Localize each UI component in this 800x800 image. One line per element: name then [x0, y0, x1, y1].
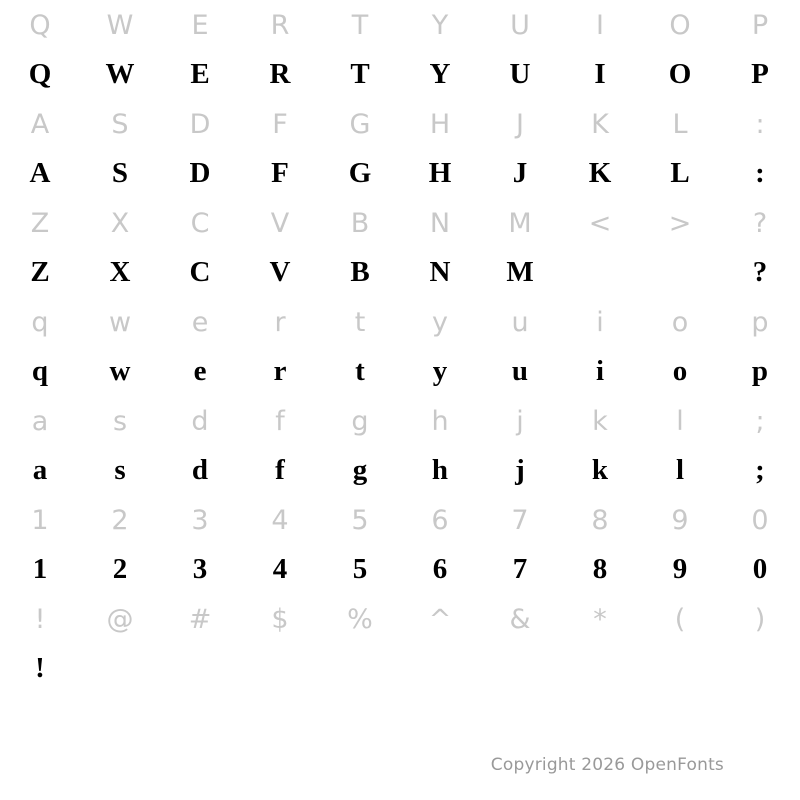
sample-glyph: q: [31, 355, 49, 387]
sample-glyph: M: [506, 256, 534, 288]
reference-row: [0, 594, 800, 644]
reference-glyph: p: [751, 307, 769, 338]
sample-glyph: e: [193, 355, 207, 387]
reference-glyph: Z: [30, 208, 50, 239]
sample-row: [0, 149, 800, 198]
reference-glyph: k: [592, 406, 608, 437]
sample-glyph: I: [594, 58, 606, 90]
reference-glyph: Q: [29, 10, 51, 41]
sample-glyph: H: [428, 157, 452, 189]
reference-row: [0, 396, 800, 446]
character-row-pair: [0, 297, 800, 396]
sample-glyph: 2: [112, 553, 128, 585]
sample-glyph: [640, 644, 720, 693]
reference-glyph: 4: [271, 505, 289, 536]
sample-glyph: S: [111, 157, 129, 189]
sample-glyph: [160, 644, 240, 693]
sample-glyph: X: [109, 256, 131, 288]
reference-glyph: u: [511, 307, 529, 338]
sample-glyph: P: [751, 58, 769, 90]
reference-glyph: C: [190, 208, 210, 239]
reference-glyph: *: [593, 604, 607, 635]
sample-glyph: ?: [752, 256, 768, 288]
reference-glyph: X: [110, 208, 130, 239]
character-row-pair: [0, 594, 800, 693]
sample-glyph: p: [751, 355, 769, 387]
sample-row: [0, 545, 800, 594]
reference-row: [0, 99, 800, 149]
sample-glyph: ;: [755, 454, 765, 486]
reference-glyph: 1: [31, 505, 49, 536]
sample-glyph: 5: [352, 553, 368, 585]
reference-glyph: R: [270, 10, 290, 41]
sample-glyph: B: [350, 256, 370, 288]
sample-glyph: a: [32, 454, 48, 486]
reference-glyph: Y: [431, 10, 449, 41]
sample-glyph: [80, 644, 160, 693]
sample-glyph: F: [271, 157, 289, 189]
sample-glyph: E: [190, 58, 210, 90]
reference-glyph: h: [431, 406, 449, 437]
reference-glyph: e: [191, 307, 209, 338]
reference-glyph: q: [31, 307, 49, 338]
sample-glyph: [400, 644, 480, 693]
reference-glyph: 9: [671, 505, 689, 536]
reference-glyph: V: [270, 208, 290, 239]
reference-glyph: j: [516, 406, 524, 437]
reference-glyph: T: [351, 10, 369, 41]
reference-glyph: 6: [431, 505, 449, 536]
reference-glyph: K: [591, 109, 609, 140]
sample-glyph: !: [35, 652, 45, 684]
reference-glyph: #: [188, 604, 212, 635]
sample-glyph: [640, 248, 720, 297]
sample-glyph: y: [432, 355, 448, 387]
reference-glyph: :: [755, 109, 765, 140]
sample-glyph: g: [352, 454, 368, 486]
sample-glyph: :: [755, 157, 765, 189]
sample-glyph: u: [511, 355, 529, 387]
reference-glyph: ?: [752, 208, 768, 239]
sample-glyph: d: [191, 454, 209, 486]
sample-glyph: 1: [32, 553, 48, 585]
sample-glyph: o: [672, 355, 688, 387]
reference-glyph: D: [189, 109, 211, 140]
sample-glyph: 7: [512, 553, 528, 585]
sample-glyph: L: [670, 157, 690, 189]
sample-glyph: j: [515, 454, 525, 486]
reference-glyph: A: [30, 109, 50, 140]
reference-glyph: S: [111, 109, 129, 140]
sample-glyph: k: [591, 454, 609, 486]
reference-glyph: a: [31, 406, 49, 437]
sample-glyph: h: [431, 454, 449, 486]
reference-glyph: ;: [755, 406, 765, 437]
sample-glyph: N: [429, 256, 451, 288]
reference-glyph: 2: [111, 505, 129, 536]
reference-glyph: >: [668, 208, 692, 239]
reference-glyph: %: [347, 604, 373, 635]
reference-glyph: P: [751, 10, 769, 41]
reference-glyph: ^: [428, 604, 452, 635]
sample-row: [0, 248, 800, 297]
sample-glyph: [720, 644, 800, 693]
reference-glyph: 5: [351, 505, 369, 536]
sample-glyph: f: [275, 454, 285, 486]
reference-glyph: g: [351, 406, 369, 437]
sample-glyph: D: [189, 157, 211, 189]
sample-glyph: 8: [592, 553, 608, 585]
sample-glyph: Z: [30, 256, 50, 288]
reference-glyph: F: [272, 109, 288, 140]
sample-row: [0, 50, 800, 99]
reference-glyph: y: [432, 307, 448, 338]
sample-glyph: A: [29, 157, 51, 189]
sample-glyph: l: [675, 454, 685, 486]
reference-glyph: I: [596, 10, 604, 41]
sample-glyph: Y: [429, 58, 451, 90]
reference-glyph: <: [588, 208, 612, 239]
sample-glyph: 4: [272, 553, 288, 585]
reference-glyph: o: [671, 307, 689, 338]
sample-glyph: 0: [752, 553, 768, 585]
sample-glyph: [480, 644, 560, 693]
reference-row: [0, 198, 800, 248]
reference-glyph: i: [596, 307, 604, 338]
sample-glyph: G: [348, 157, 372, 189]
reference-glyph: &: [509, 604, 531, 635]
character-row-pair: [0, 198, 800, 297]
reference-glyph: E: [191, 10, 209, 41]
reference-glyph: 0: [751, 505, 769, 536]
reference-glyph: H: [429, 109, 451, 140]
reference-glyph: L: [672, 109, 688, 140]
sample-glyph: [560, 248, 640, 297]
reference-glyph: (: [674, 604, 686, 635]
character-row-pair: [0, 99, 800, 198]
sample-glyph: J: [512, 157, 528, 189]
reference-glyph: f: [275, 406, 285, 437]
reference-glyph: t: [354, 307, 366, 338]
reference-glyph: ): [754, 604, 766, 635]
reference-glyph: 7: [511, 505, 529, 536]
sample-glyph: [560, 644, 640, 693]
sample-glyph: O: [668, 58, 692, 90]
reference-glyph: M: [508, 208, 532, 239]
reference-glyph: w: [108, 307, 132, 338]
sample-glyph: i: [595, 355, 605, 387]
sample-glyph: [320, 644, 400, 693]
sample-row: [0, 446, 800, 495]
reference-glyph: @: [106, 604, 134, 635]
character-row-pair: [0, 396, 800, 495]
reference-glyph: J: [516, 109, 524, 140]
sample-glyph: w: [109, 355, 131, 387]
reference-glyph: 3: [191, 505, 209, 536]
sample-glyph: T: [350, 58, 370, 90]
reference-glyph: U: [510, 10, 530, 41]
reference-glyph: r: [274, 307, 286, 338]
reference-glyph: $: [271, 604, 289, 635]
sample-glyph: 3: [192, 553, 208, 585]
character-row-pair: [0, 0, 800, 99]
reference-glyph: W: [106, 10, 134, 41]
reference-glyph: s: [112, 406, 128, 437]
sample-glyph: Q: [28, 58, 52, 90]
sample-row: [0, 347, 800, 396]
character-row-pair: [0, 495, 800, 594]
reference-glyph: N: [429, 208, 451, 239]
sample-glyph: K: [588, 157, 612, 189]
reference-glyph: 8: [591, 505, 609, 536]
sample-glyph: R: [269, 58, 291, 90]
sample-glyph: s: [114, 454, 126, 486]
sample-glyph: V: [269, 256, 291, 288]
reference-glyph: d: [191, 406, 209, 437]
reference-glyph: O: [669, 10, 691, 41]
reference-row: [0, 495, 800, 545]
reference-glyph: B: [350, 208, 370, 239]
sample-glyph: r: [273, 355, 287, 387]
reference-glyph: !: [34, 604, 46, 635]
sample-glyph: t: [355, 355, 365, 387]
sample-row: [0, 644, 800, 693]
sample-glyph: W: [105, 58, 135, 90]
reference-row: [0, 0, 800, 50]
sample-glyph: 9: [672, 553, 688, 585]
reference-glyph: G: [349, 109, 371, 140]
sample-glyph: C: [189, 256, 211, 288]
reference-glyph: l: [676, 406, 684, 437]
sample-glyph: 6: [432, 553, 448, 585]
reference-row: [0, 297, 800, 347]
copyright-notice: Copyright 2026 OpenFonts: [490, 755, 724, 775]
sample-glyph: [240, 644, 320, 693]
sample-glyph: U: [509, 58, 531, 90]
